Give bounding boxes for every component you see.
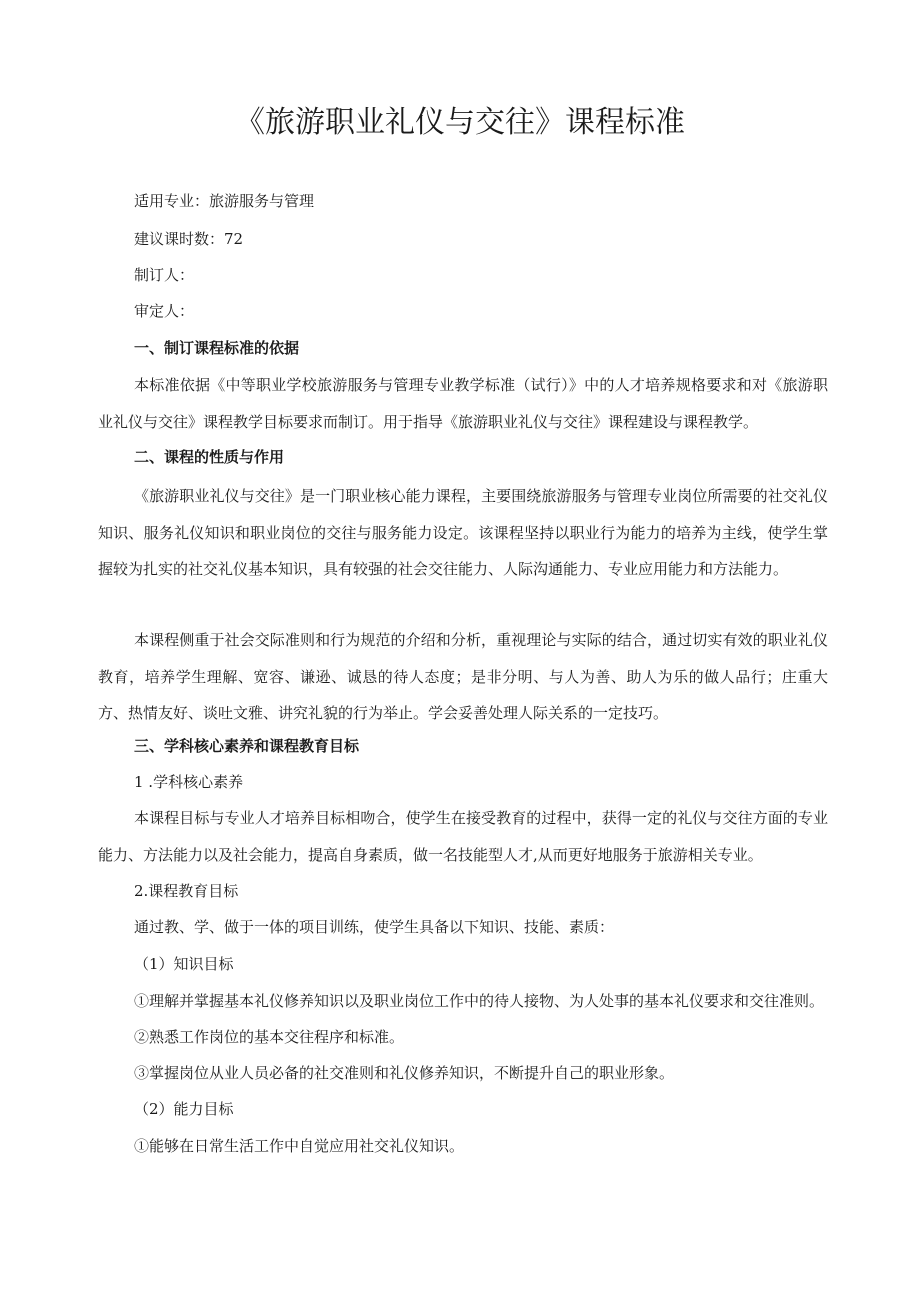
section-3-heading: 三、学科核心素养和课程教育目标 (134, 737, 360, 755)
page-title: 《旅游职业礼仪与交往》课程标准 (235, 105, 685, 140)
meta-major: 适用专业：旅游服务与管理 (134, 192, 315, 210)
meta-author: 制订人： (134, 266, 195, 284)
knowledge-item: ①理解并掌握基本礼仪修养知识以及职业岗位工作中的待人接物、为人处事的基本礼仪要求和交往准则。 (134, 992, 825, 1010)
section-1-heading: 一、制订课程标准的依据 (134, 339, 300, 357)
section-3-subheading-1: 1 .学科核心素养 (134, 773, 244, 791)
knowledge-item: ②熟悉工作岗位的基本交往程序和标准。 (134, 1028, 405, 1046)
section-1-paragraph: 本标准依据《中等职业学校旅游服务与管理专业教学标准（试行）》中的人才培养规格要求和对《旅游职业礼仪与交往》课程教学目标要求而制订。用于指导《旅游职业礼仪与交往》课程建设与课程教学。 (98, 376, 828, 431)
section-2-paragraph-1: 《旅游职业礼仪与交往》是一门职业核心能力课程，主要围绕旅游服务与管理专业岗位所需要的社交礼仪知识、服务礼仪知识和职业岗位的交往与服务能力设定。该课程坚持以职业行为能力的培养为主线，使学生掌握较为扎实的社交礼仪基本知识，具有较强的社会交往能力、人际沟通能力、专业应用能力和方法能力。 (98, 487, 828, 578)
section-3-subheading-2: 2.课程教育目标 (134, 882, 239, 900)
knowledge-heading: （1）知识目标 (134, 955, 234, 973)
ability-heading: （2）能力目标 (134, 1100, 234, 1118)
section-3-sub-2-intro: 通过教、学、做于一体的项目训练，使学生具备以下知识、技能、素质： (134, 918, 615, 936)
meta-reviewer: 审定人： (134, 302, 195, 320)
knowledge-item: ③掌握岗位从业人员必备的社交准则和礼仪修养知识，不断提升自己的职业形象。 (134, 1064, 675, 1082)
section-3-sub-1-paragraph: 本课程目标与专业人才培养目标相吻合，使学生在接受教育的过程中，获得一定的礼仪与交往方面的专业能力、方法能力以及社会能力，提高自身素质，做一名技能型人才,从而更好地服务于旅游相关专业。 (98, 809, 828, 864)
section-2-paragraph-2: 本课程侧重于社会交际准则和行为规范的介绍和分析，重视理论与实际的结合，通过切实有效的职业礼仪教育，培养学生理解、宽容、谦逊、诚恳的待人态度；是非分明、与人为善、助人为乐的做人品行；庄重大方、热情友好、谈吐文雅、讲究礼貌的行为举止。学会妥善处理人际关系的一定技巧。 (98, 631, 828, 722)
meta-hours: 建议课时数：72 (134, 230, 244, 248)
ability-item: ①能够在日常生活工作中自觉应用社交礼仪知识。 (134, 1137, 465, 1155)
section-2-heading: 二、课程的性质与作用 (134, 448, 285, 466)
